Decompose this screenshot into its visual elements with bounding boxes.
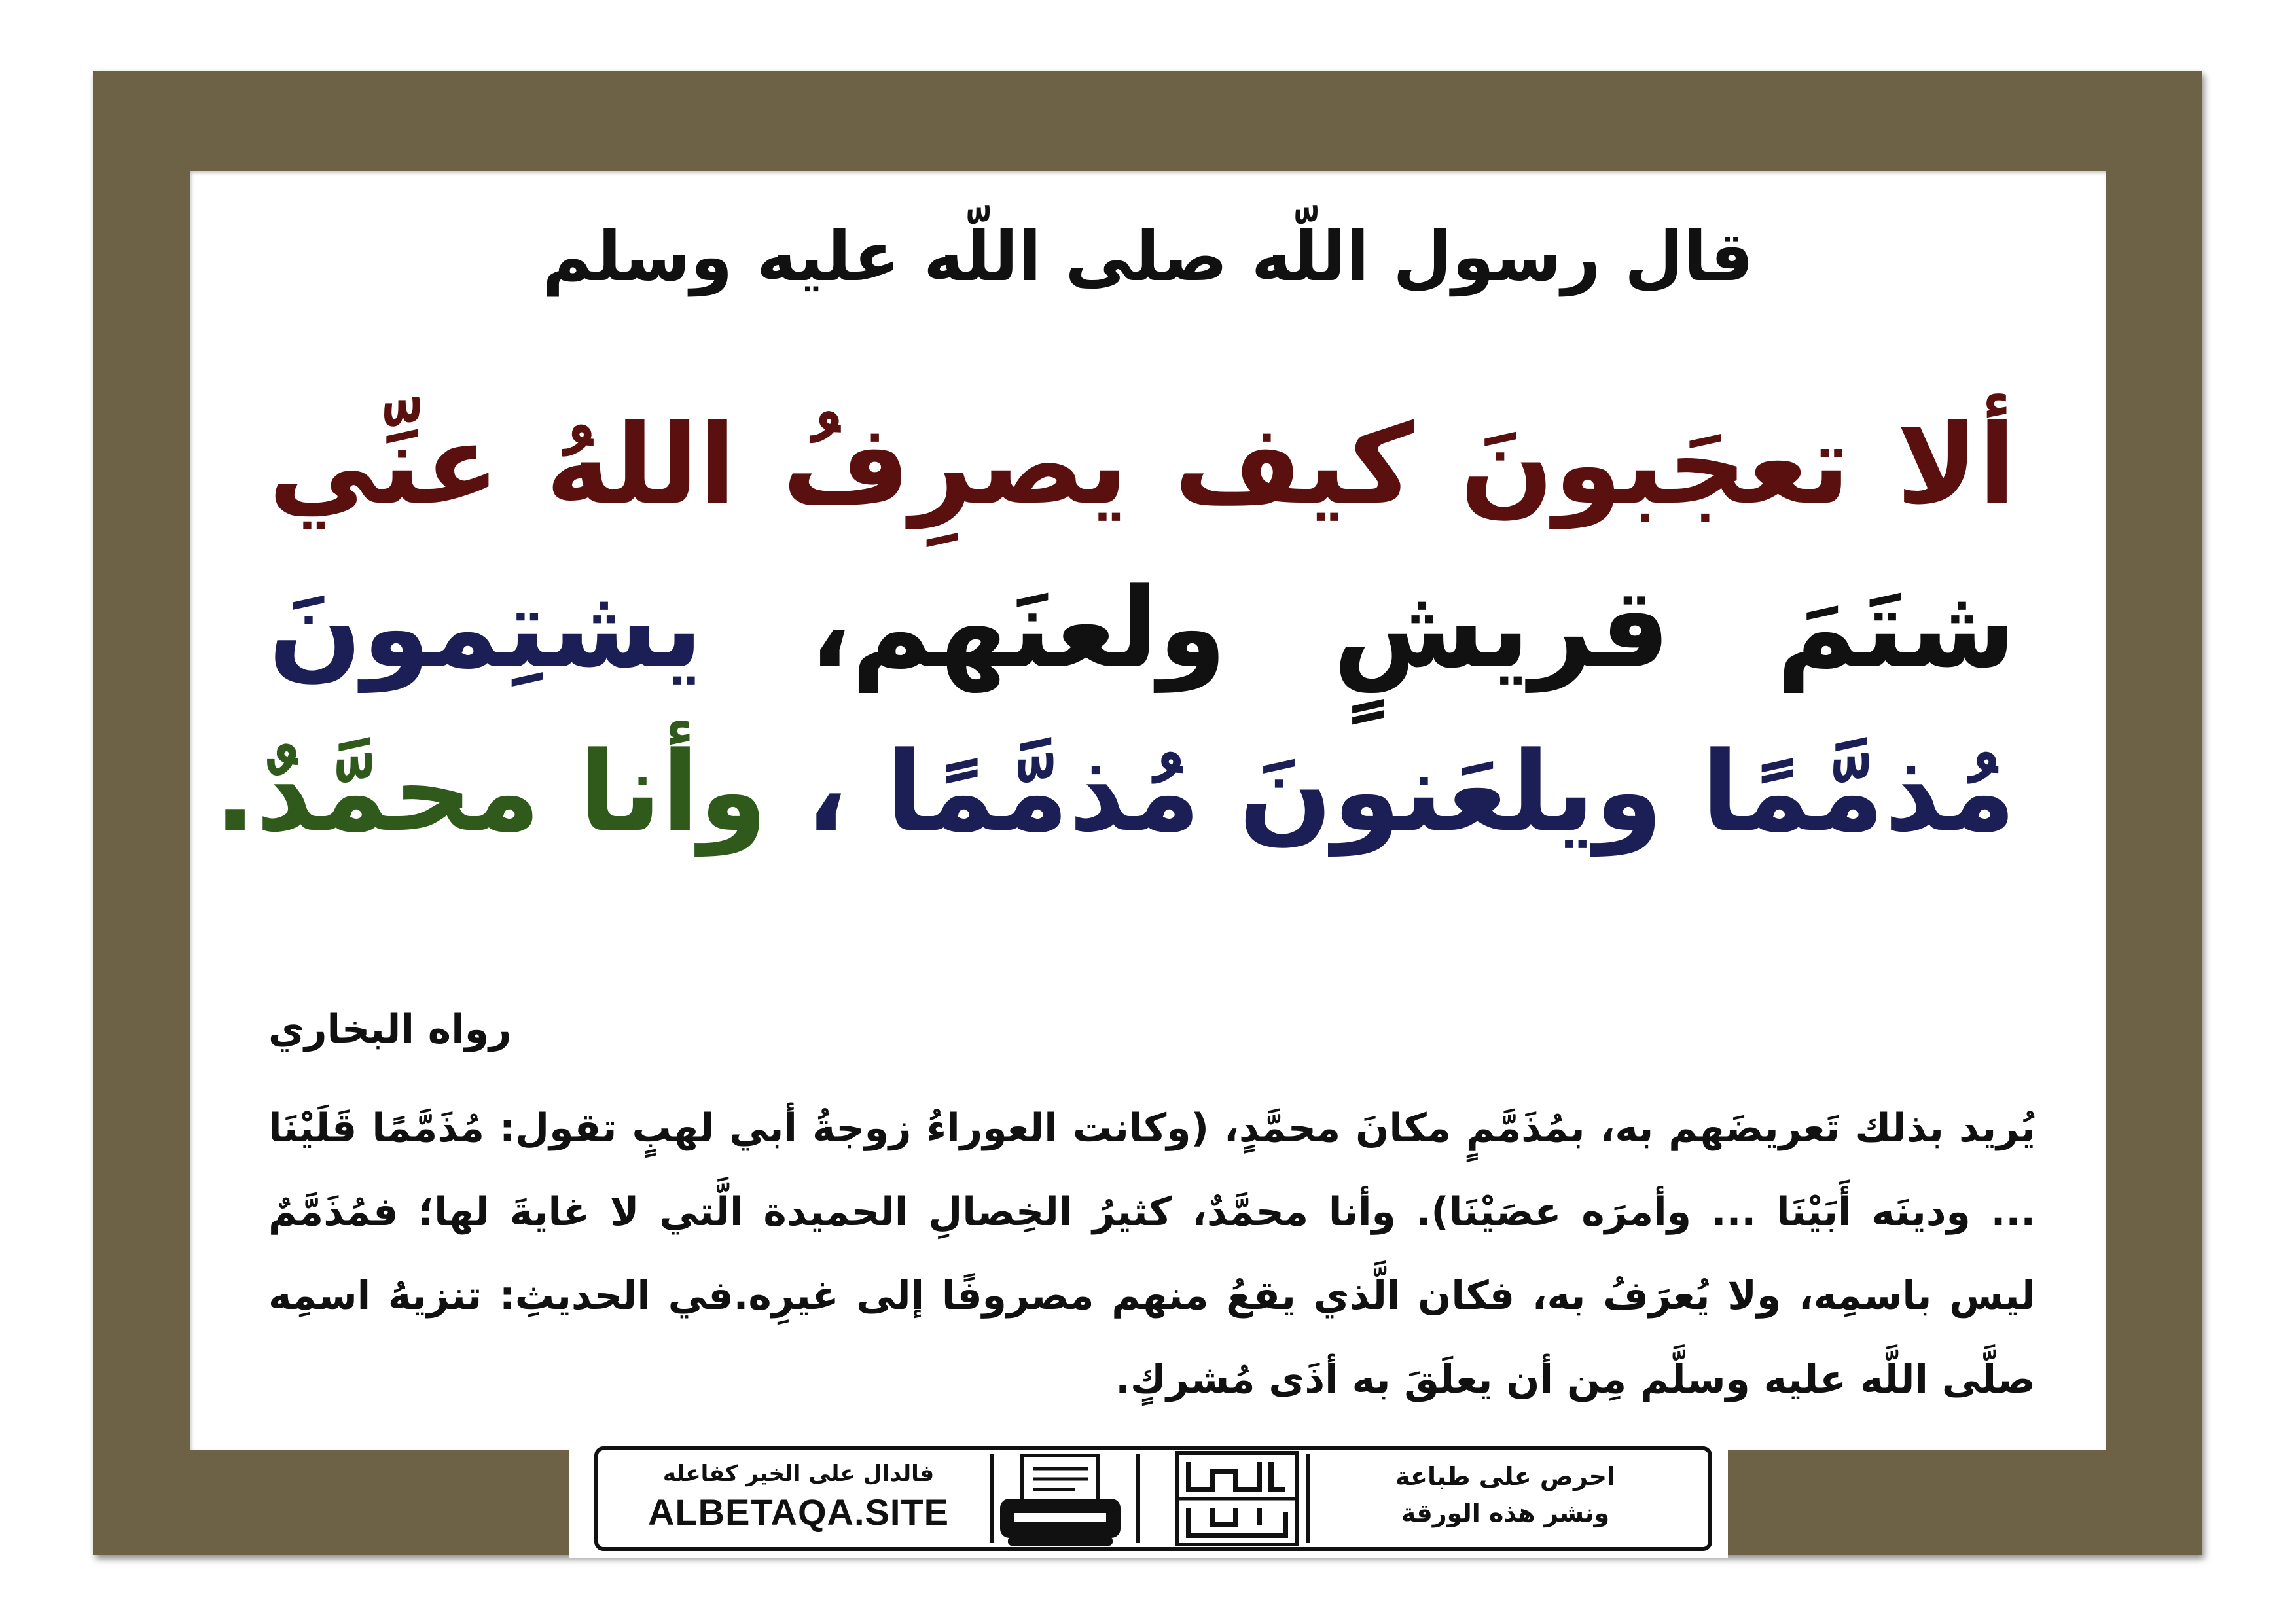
daawa-logo xyxy=(1173,1449,1301,1548)
footer-divider xyxy=(990,1454,994,1543)
footer-tagline: فالدال على الخير كفاعله xyxy=(662,1461,935,1487)
hadith-line-2-part-2: يشتِمونَ xyxy=(268,564,703,692)
footer-note-line-2: ونشر هذه الورقة xyxy=(1401,1499,1610,1527)
hadith-source: رواه البخاري xyxy=(268,1007,512,1052)
hadith-line-2-part-1: شتَمَ قريشٍ ولعنَهم، xyxy=(809,564,2016,692)
footer-site-block xyxy=(609,1454,988,1543)
printer-icon xyxy=(995,1452,1126,1548)
site-link[interactable]: ALBETAQA.SITE xyxy=(648,1491,949,1533)
hadith-line-3-part-1: مُذمَّمًا ويلعَنونَ مُذمَّمًا ، xyxy=(805,728,2016,856)
hadith-line-3-part-2: وأنا محمَّدٌ. xyxy=(214,728,768,856)
hadith-commentary: يُريد بذلك تَعريضَهم به، بمُذَمَّمٍ مكانَ محمَّدٍ، (وكانت العوراءُ زوجةُ أبي لهبٍ تقول: مُذَمَّمًا قَلَيْنَا ... ودينَه أَبَيْنَا ... وأمرَه عصَيْنَا). وأنا محمَّدٌ، كثيرُ الخِصالِ الحميدة الَّتي لا غايةَ لها؛ فمُذَمَّمٌ ليس باسمِه، ولا يُعرَفُ به، فكان الَّذي يقعُ منهم مصروفًا إلى غيرِه.في الحديثِ: تنزيهُ اسمِه صلَّى اللَّه عليه وسلَّم مِن أن يعلَقَ به أذَى مُشركٍ. xyxy=(268,1105,2036,1402)
footer-divider xyxy=(1136,1454,1140,1543)
footer-divider xyxy=(1306,1454,1310,1543)
intro-heading: قال رسول اللّه صلى اللّه عليه وسلم xyxy=(542,217,1754,296)
hadith-line-1: ألا تعجَبونَ كيف يصرِفُ اللهُ عنِّي xyxy=(268,401,2016,529)
hadith-line-2 xyxy=(268,556,2016,700)
hadith-line-3 xyxy=(214,720,2016,864)
footer-note-line-1: احرص على طباعة xyxy=(1395,1462,1616,1491)
footer-print-note xyxy=(1316,1458,1695,1543)
